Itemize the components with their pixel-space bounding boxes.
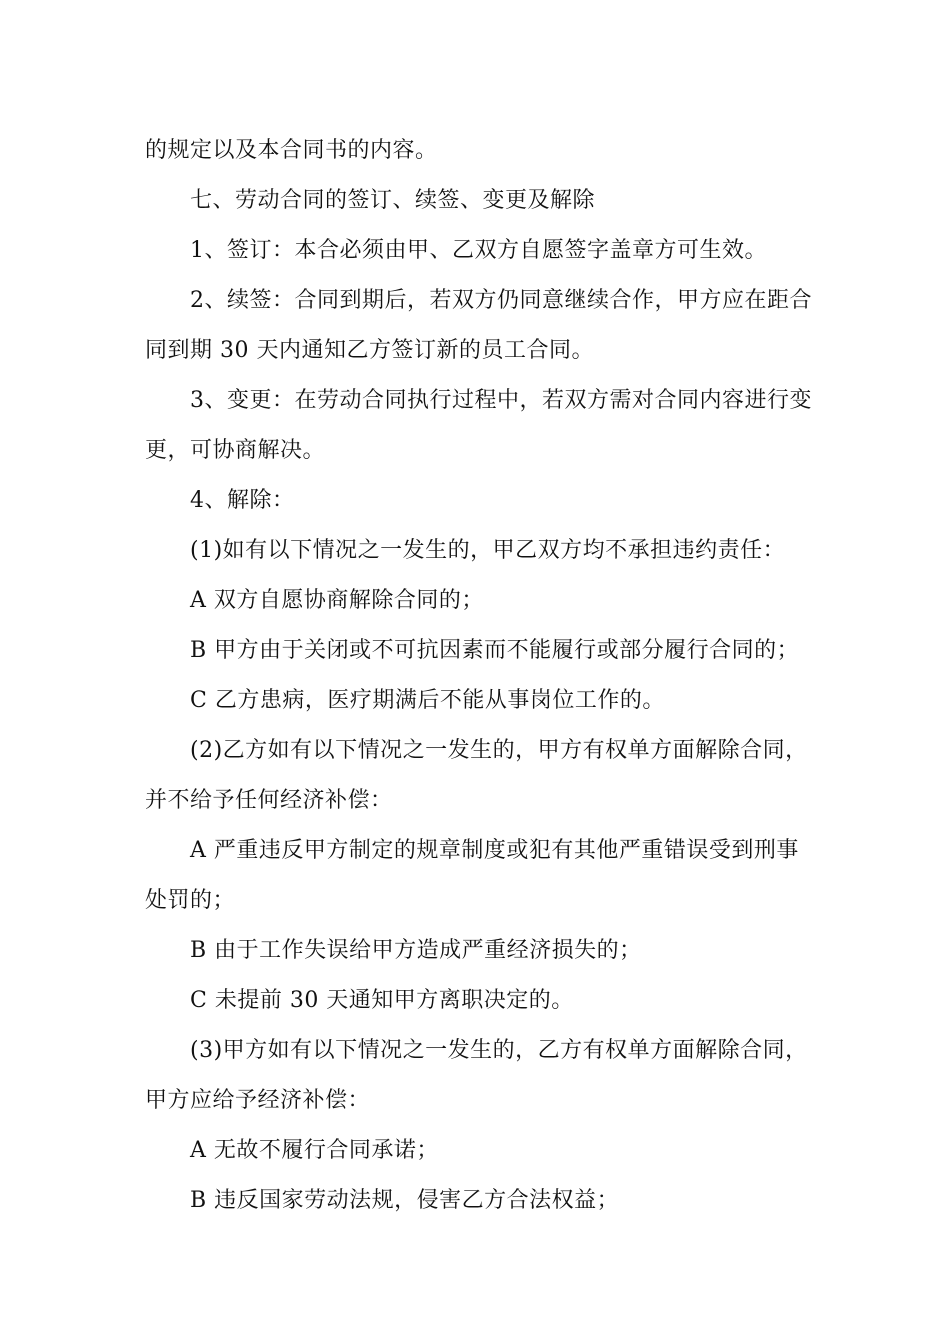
list-item: A 严重违反甲方制定的规章制度或犯有其他严重错误受到刑事 — [190, 838, 799, 863]
list-item: 处罚的； — [145, 888, 236, 913]
paragraph-line: 甲方应给予经济补偿： — [145, 1088, 371, 1113]
list-item: A 双方自愿协商解除合同的； — [190, 588, 484, 613]
paragraph-line: 1、签订：本合必须由甲、乙双方自愿签字盖章方可生效。 — [190, 238, 767, 263]
list-item: B 由于工作失误给甲方造成严重经济损失的； — [190, 938, 642, 963]
section-heading: 七、劳动合同的签订、续签、变更及解除 — [190, 188, 596, 213]
paragraph-line: 并不给予任何经济补偿： — [145, 788, 393, 813]
paragraph-line: 3、变更：在劳动合同执行过程中，若双方需对合同内容进行变 — [190, 388, 812, 413]
list-item: B 违反国家劳动法规，侵害乙方合法权益； — [190, 1188, 620, 1213]
paragraph-line: 更，可协商解决。 — [145, 438, 326, 463]
paragraph-line: (1)如有以下情况之一发生的，甲乙双方均不承担违约责任： — [190, 538, 786, 563]
list-item: A 无故不履行合同承诺； — [190, 1138, 439, 1163]
paragraph-line: 同到期 30 天内通知乙方签订新的员工合同。 — [145, 338, 594, 363]
list-item: C 未提前 30 天通知甲方离职决定的。 — [190, 988, 574, 1013]
list-item: C 乙方患病，医疗期满后不能从事岗位工作的。 — [190, 688, 665, 713]
paragraph-line: (3)甲方如有以下情况之一发生的，乙方有权单方面解除合同， — [190, 1038, 808, 1063]
paragraph-line: 的规定以及本合同书的内容。 — [145, 138, 438, 163]
paragraph-line: 2、续签：合同到期后，若双方仍同意继续合作，甲方应在距合 — [190, 288, 812, 313]
list-item: B 甲方由于关闭或不可抗因素而不能履行或部分履行合同的； — [190, 638, 800, 663]
paragraph-line: (2)乙方如有以下情况之一发生的，甲方有权单方面解除合同， — [190, 738, 808, 763]
paragraph-line: 4、解除： — [190, 488, 295, 513]
